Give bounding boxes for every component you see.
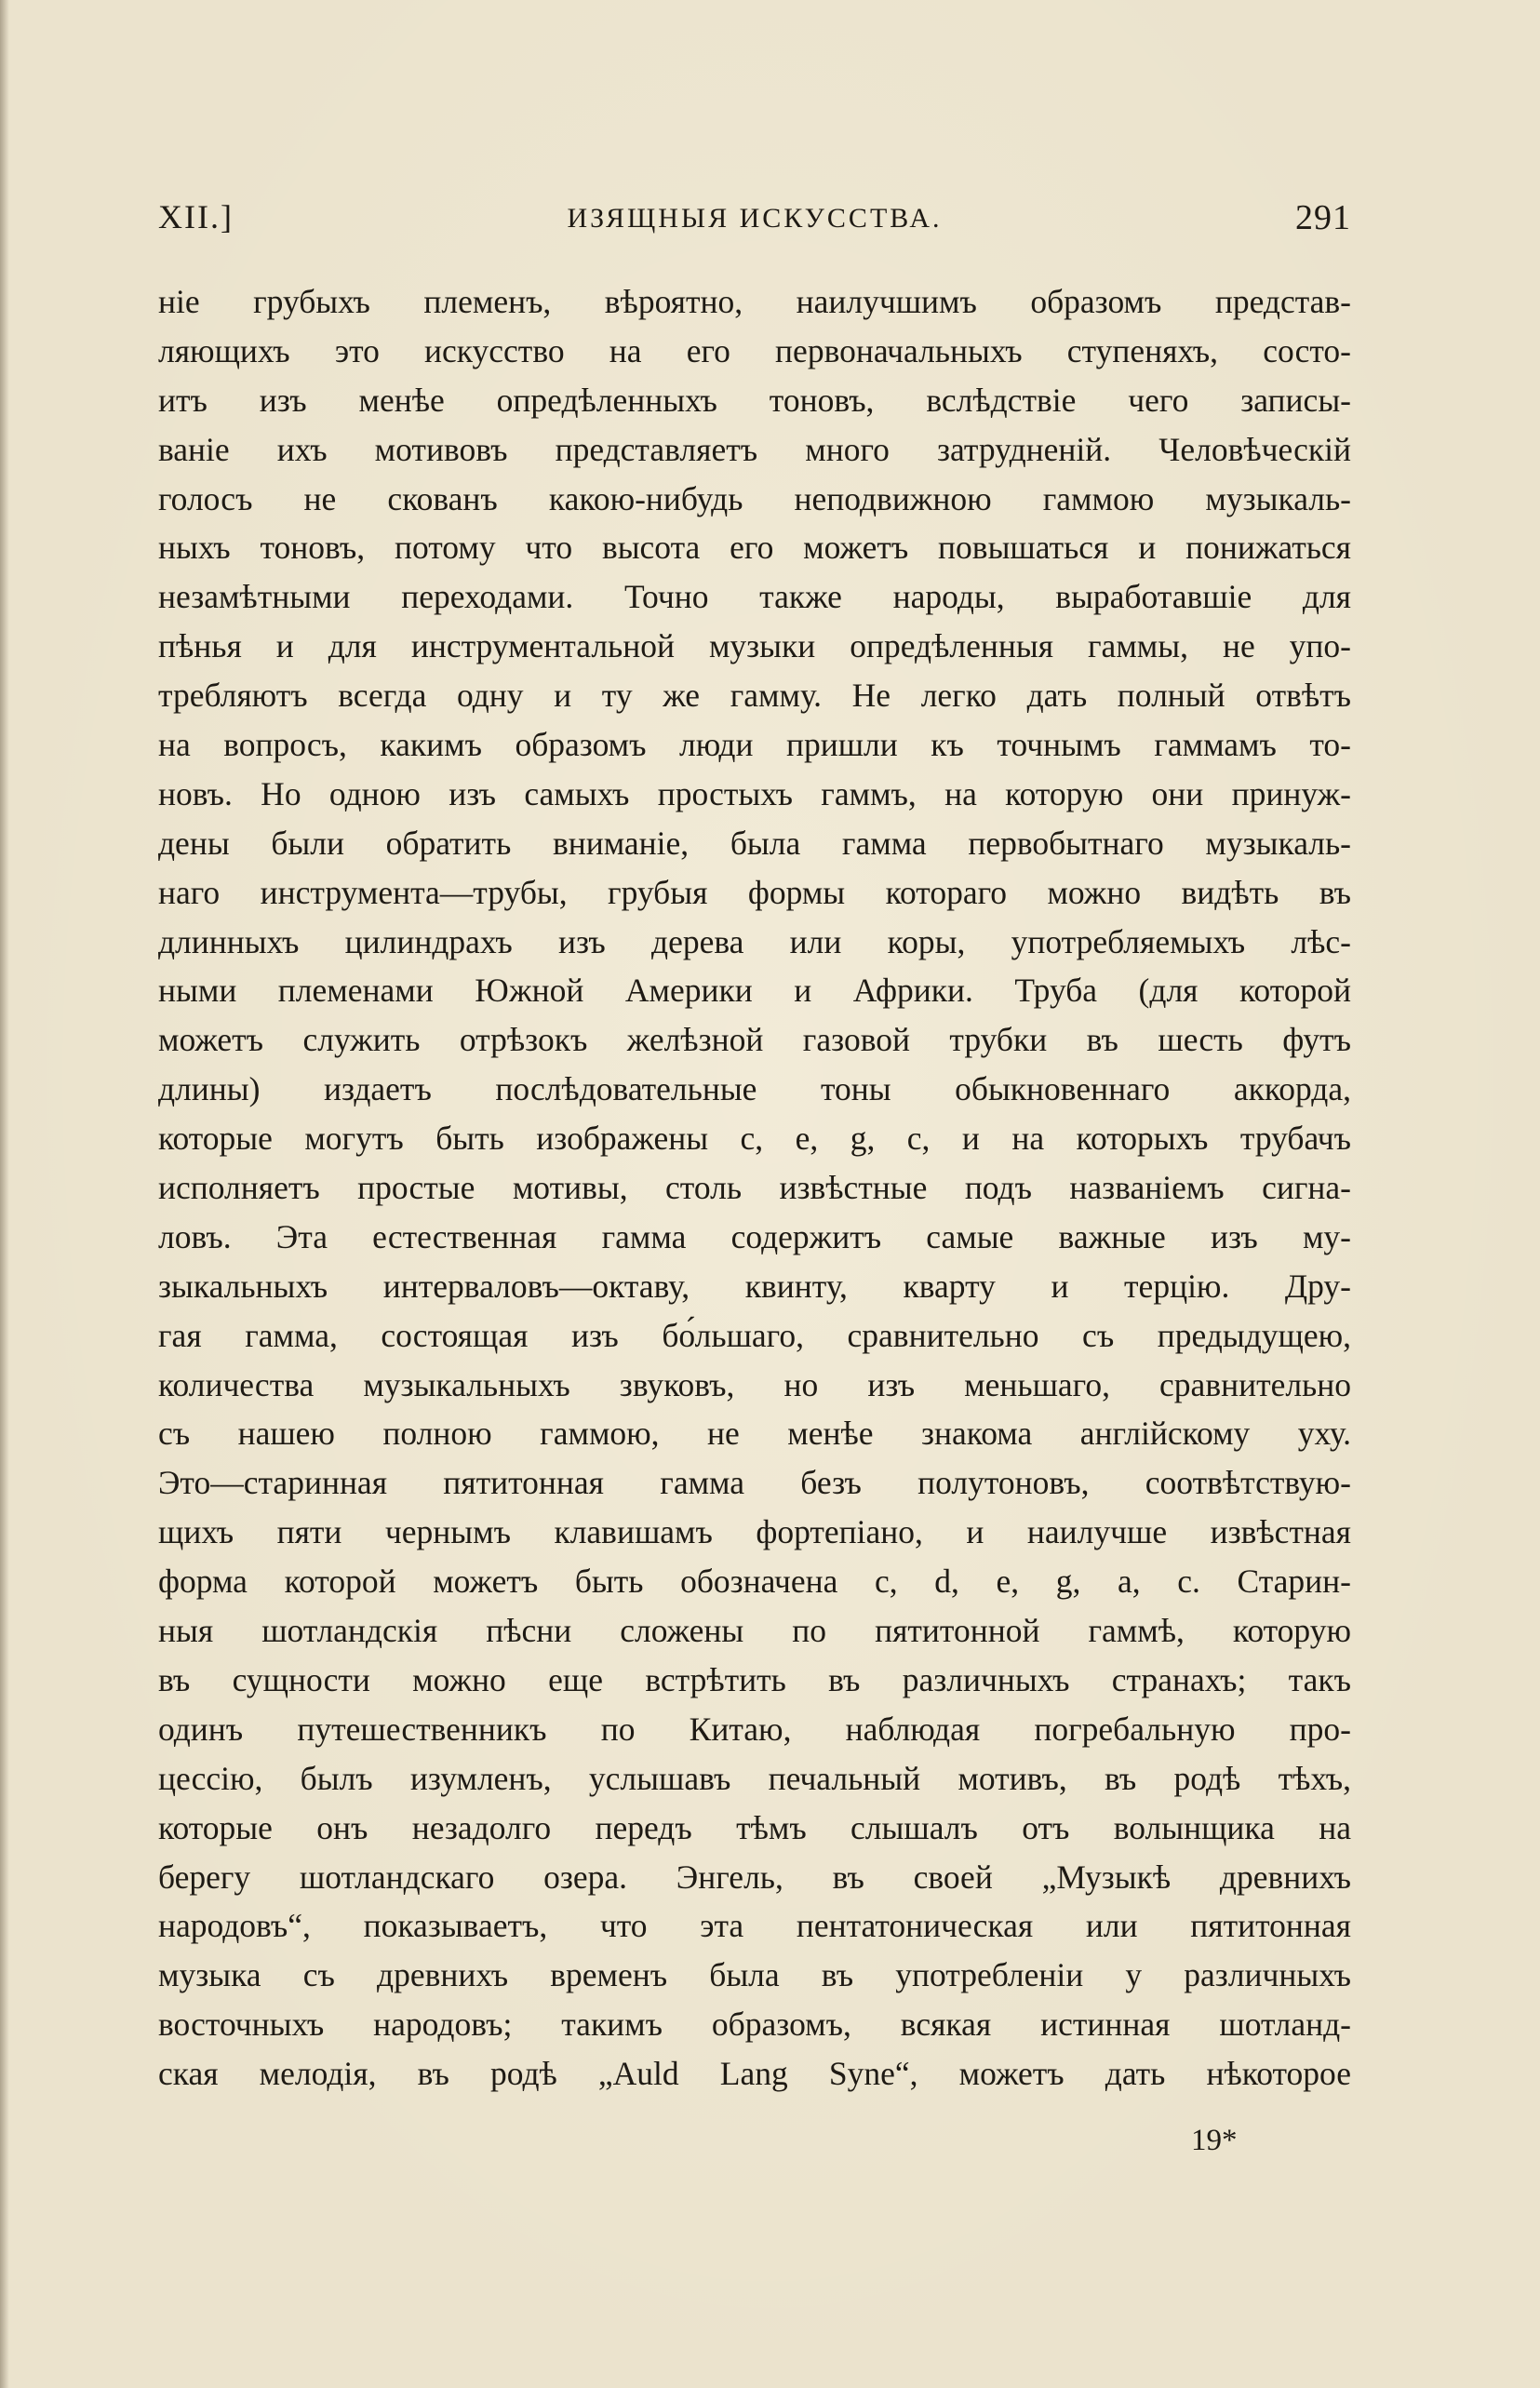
text-line: ніе грубыхъ племенъ, вѣроятно, наилучшимъ образомъ представ-: [158, 283, 1351, 320]
running-header: [158, 197, 1351, 244]
text-line: дены были обратить вниманіе, была гамма первобытнаго музыкаль-: [158, 824, 1351, 862]
body-text: [158, 277, 1351, 2099]
text-line: форма которой можетъ быть обозначена c, d, e, g, a, c. Старин-: [158, 1563, 1351, 1601]
spine-shadow: [0, 0, 9, 2388]
text-line: незамѣтными переходами. Точно также народы, выработавшіе для: [158, 578, 1351, 616]
running-title: ИЗЯЩНЫЯ ИСКУССТВА.: [567, 203, 943, 234]
text-line: ныя шотландскія пѣсни сложены по пятитонной гаммѣ, которую: [158, 1612, 1351, 1650]
text-line: можетъ служить отрѣзокъ желѣзной газовой трубки въ шесть футъ: [158, 1021, 1351, 1059]
text-line: длины) издаетъ послѣдовательные тоны обыкновеннаго аккорда,: [158, 1070, 1351, 1108]
text-line: щихъ пяти чернымъ клавишамъ фортепіано, и наилучше извѣстная: [158, 1513, 1351, 1551]
text-line: наго инструмента—трубы, грубыя формы котораго можно видѣть въ: [158, 873, 1351, 911]
text-line: ловъ. Эта естественная гамма содержитъ самые важные изъ му-: [158, 1217, 1351, 1255]
text-line: голосъ не скованъ какою-нибудь неподвижною гаммою музыкаль-: [158, 479, 1351, 517]
text-line: требляютъ всегда одну и ту же гамму. Не легко дать полный отвѣтъ: [158, 677, 1351, 715]
signature-mark: 19*: [1191, 2124, 1238, 2157]
text-line: длинныхъ цилиндрахъ изъ дерева или коры, употребляемыхъ лѣс-: [158, 922, 1351, 960]
text-line: ваніе ихъ мотивовъ представляетъ много затрудненій. Человѣческій: [158, 430, 1351, 468]
text-line: въ сущности можно еще встрѣтить въ различныхъ странахъ; такъ: [158, 1660, 1351, 1698]
text-line: музыка съ древнихъ временъ была въ употребленіи у различныхъ: [158, 1956, 1351, 1994]
text-line: пѣнья и для инструментальной музыки опредѣленныя гаммы, не упо-: [158, 627, 1351, 665]
text-line: итъ изъ менѣе опредѣленныхъ тоновъ, вслѣдствіе чего записы-: [158, 381, 1351, 419]
text-line: цессію, былъ изумленъ, услышавъ печальный мотивъ, въ родѣ тѣхъ,: [158, 1759, 1351, 1797]
text-line: новъ. Но одною изъ самыхъ простыхъ гаммъ, на которую они принуж-: [158, 774, 1351, 812]
text-line: Это—старинная пятитонная гамма безъ полутоновъ, соотвѣтствую-: [158, 1464, 1351, 1502]
text-line: одинъ путешественникъ по Китаю, наблюдая погребальную про-: [158, 1710, 1351, 1748]
page-number: 291: [1295, 198, 1351, 237]
text-line: съ нашею полною гаммою, не менѣе знакома англійскому уху.: [158, 1415, 1351, 1453]
text-line: берегу шотландскаго озера. Энгель, въ своей „Музыкѣ древнихъ: [158, 1858, 1351, 1896]
text-line: ская мелодія, въ родѣ „Auld Lang Syne“, можетъ дать нѣкоторое: [158, 2055, 1351, 2093]
text-line: на вопросъ, какимъ образомъ люди пришли къ точнымъ гаммамъ то-: [158, 726, 1351, 764]
text-line: исполняетъ простые мотивы, столь извѣстные подъ названіемъ сигна-: [158, 1169, 1351, 1207]
text-line: народовъ“, показываетъ, что эта пентатоническая или пятитонная: [158, 1907, 1351, 1945]
text-line: ныхъ тоновъ, потому что высота его можетъ повышаться и понижаться: [158, 529, 1351, 567]
text-line: зыкальныхъ интерваловъ—октаву, квинту, кварту и терцію. Дру-: [158, 1267, 1351, 1305]
text-line: которые онъ незадолго передъ тѣмъ слышалъ отъ волынщика на: [158, 1808, 1351, 1846]
text-line: ляющихъ это искусство на его первоначальныхъ ступеняхъ, состо-: [158, 331, 1351, 369]
chapter-number: XII.]: [158, 198, 234, 235]
text-line: ными племенами Южной Америки и Африки. Труба (для которой: [158, 972, 1351, 1010]
text-line: гая гамма, состоящая изъ бо́льшаго, сравнительно съ предыдущею,: [158, 1316, 1351, 1354]
text-line: восточныхъ народовъ; такимъ образомъ, всякая истинная шотланд-: [158, 2006, 1351, 2044]
text-line: количества музыкальныхъ звуковъ, но изъ меньшаго, сравнительно: [158, 1365, 1351, 1403]
text-line: которые могутъ быть изображены c, e, g, c, и на которыхъ трубачъ: [158, 1120, 1351, 1158]
